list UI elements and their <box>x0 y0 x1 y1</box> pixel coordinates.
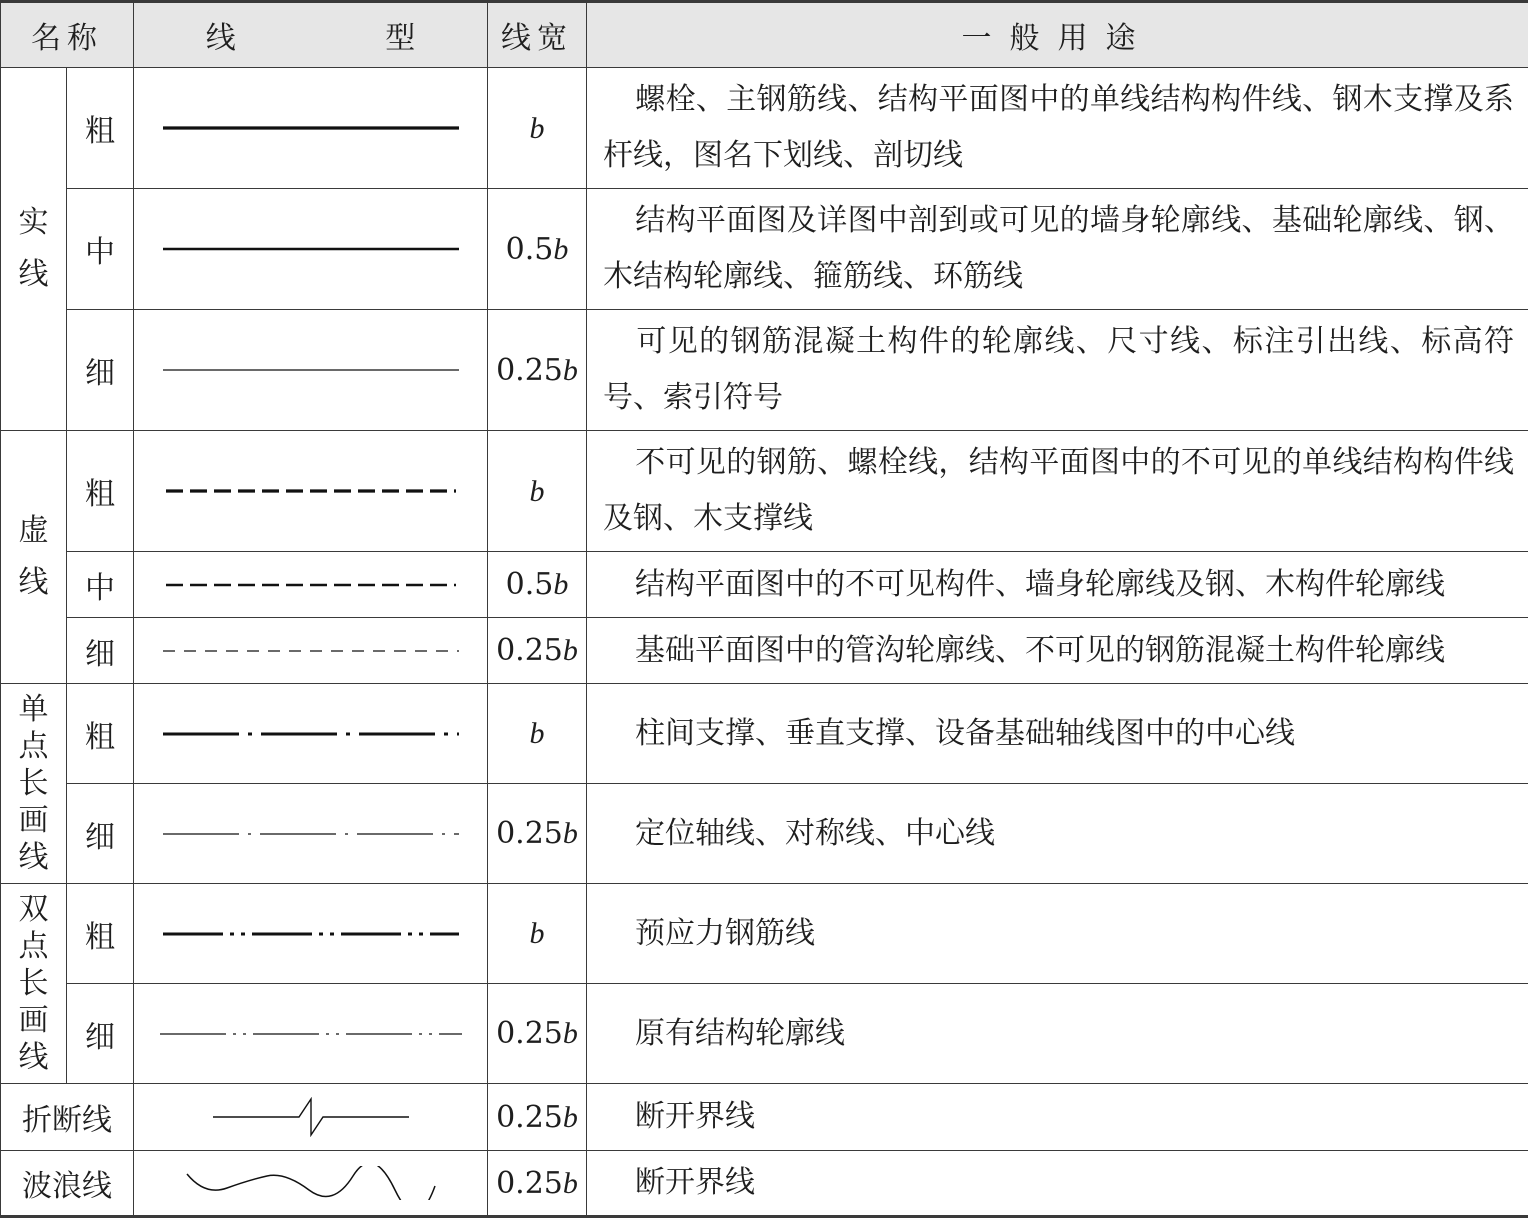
dashed-thick-pattern <box>134 431 488 552</box>
single-dot-thin-pattern <box>134 784 488 884</box>
sub-thin: 细 <box>67 310 134 431</box>
width-cell: 0.25b <box>488 984 587 1084</box>
sub-thin: 细 <box>67 784 134 884</box>
usage-cell: 螺栓、主钢筋线、结构平面图中的单线结构构件线、钢木支撑及系杆线，图名下划线、剖切线 <box>587 68 1528 189</box>
header-usage: 一般用途 <box>587 2 1528 68</box>
usage-cell: 定位轴线、对称线、中心线 <box>587 784 1528 884</box>
width-cell: b <box>488 68 587 189</box>
table-row <box>1 1084 1528 1151</box>
group-dashed: 虚线 <box>1 431 67 684</box>
sub-thick: 粗 <box>67 884 134 984</box>
table-row <box>1 68 1528 189</box>
sub-medium: 中 <box>67 189 134 310</box>
table-row <box>1 618 1528 684</box>
single-dot-thick-pattern <box>134 684 488 784</box>
table-row <box>1 984 1528 1084</box>
usage-cell: 断开界线 <box>587 1151 1528 1217</box>
wave-line-name: 波浪线 <box>1 1151 134 1217</box>
solid-thin-pattern <box>134 310 488 431</box>
solid-medium-pattern <box>134 189 488 310</box>
dashed-medium-pattern <box>134 552 488 618</box>
usage-cell: 预应力钢筋线 <box>587 884 1528 984</box>
table-row <box>1 310 1528 431</box>
group-double-dot: 双点长画线 <box>1 884 67 1084</box>
width-cell: 0.25b <box>488 1084 587 1151</box>
table-row <box>1 684 1528 784</box>
usage-cell: 断开界线 <box>587 1084 1528 1151</box>
width-cell: 0.5b <box>488 552 587 618</box>
width-cell: 0.25b <box>488 618 587 684</box>
group-solid: 实线 <box>1 68 67 431</box>
table-row <box>1 431 1528 552</box>
width-cell: b <box>488 884 587 984</box>
dashed-thin-pattern <box>134 618 488 684</box>
width-cell: 0.25b <box>488 1151 587 1217</box>
usage-cell: 可见的钢筋混凝土构件的轮廓线、尺寸线、标注引出线、标高符号、索引符号 <box>587 310 1528 431</box>
usage-cell: 结构平面图及详图中剖到或可见的墙身轮廓线、基础轮廓线、钢、木结构轮廓线、箍筋线、环筋线 <box>587 189 1528 310</box>
header-name: 名称 <box>1 2 134 68</box>
table-row <box>1 784 1528 884</box>
width-cell: 0.25b <box>488 310 587 431</box>
header-row <box>1 2 1528 68</box>
sub-medium: 中 <box>67 552 134 618</box>
wave-line-pattern <box>134 1151 488 1217</box>
width-cell: b <box>488 684 587 784</box>
table-row <box>1 552 1528 618</box>
header-type: 线 型 <box>134 2 488 68</box>
usage-cell: 结构平面图中的不可见构件、墙身轮廓线及钢、木构件轮廓线 <box>587 552 1528 618</box>
sub-thick: 粗 <box>67 684 134 784</box>
break-line-name: 折断线 <box>1 1084 134 1151</box>
width-cell: b <box>488 431 587 552</box>
width-cell: 0.5b <box>488 189 587 310</box>
sub-thin: 细 <box>67 984 134 1084</box>
double-dot-thin-pattern <box>134 984 488 1084</box>
width-cell: 0.25b <box>488 784 587 884</box>
solid-thick-pattern <box>134 68 488 189</box>
group-single-dot: 单点长画线 <box>1 684 67 884</box>
table-row <box>1 884 1528 984</box>
table-row <box>1 1151 1528 1217</box>
usage-cell: 原有结构轮廓线 <box>587 984 1528 1084</box>
usage-cell: 基础平面图中的管沟轮廓线、不可见的钢筋混凝土构件轮廓线 <box>587 618 1528 684</box>
sub-thick: 粗 <box>67 431 134 552</box>
break-line-pattern <box>134 1084 488 1151</box>
usage-cell: 柱间支撑、垂直支撑、设备基础轴线图中的中心线 <box>587 684 1528 784</box>
double-dot-thick-pattern <box>134 884 488 984</box>
table-row <box>1 189 1528 310</box>
sub-thick: 粗 <box>67 68 134 189</box>
usage-cell: 不可见的钢筋、螺栓线，结构平面图中的不可见的单线结构构件线及钢、木支撑线 <box>587 431 1528 552</box>
header-width: 线宽 <box>488 2 587 68</box>
sub-thin: 细 <box>67 618 134 684</box>
